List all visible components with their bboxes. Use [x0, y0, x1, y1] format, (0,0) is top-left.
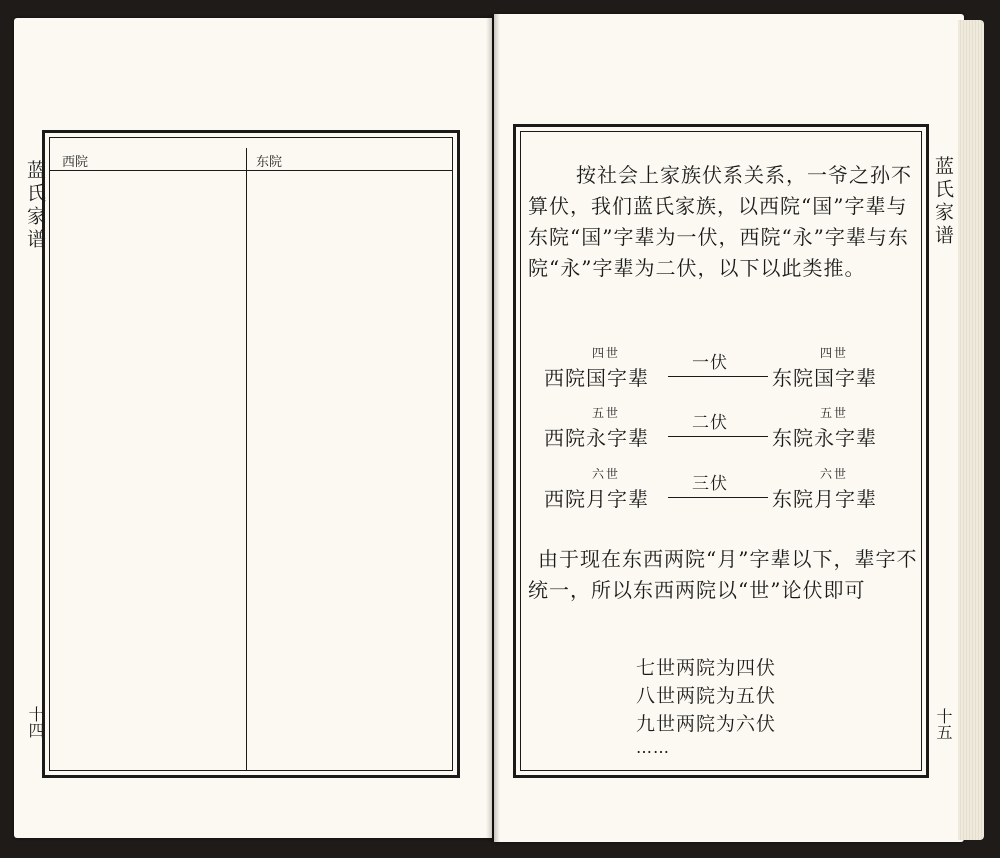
left-table-inner-border — [49, 137, 453, 771]
generation-label-west: 六世 — [592, 467, 621, 481]
column-header-east: 东院 — [256, 155, 283, 170]
left-side-title: 蓝氏家谱 — [24, 160, 46, 252]
fu-row — [544, 465, 904, 515]
left-table-frame — [42, 130, 460, 778]
right-page-number: 十五 — [934, 708, 953, 740]
fu-row — [544, 344, 904, 394]
generation-list-item: 八世两院为五伏 — [636, 685, 777, 707]
generation-list-item: 七世两院为四伏 — [636, 657, 777, 679]
fu-row — [544, 404, 904, 454]
west-generation-text: 西院国字辈 — [544, 366, 649, 390]
connector-line — [668, 497, 768, 498]
page-edges — [958, 20, 984, 840]
generation-label-west: 四世 — [592, 346, 621, 360]
note-paragraph: 由于现在东西两院“月”字辈以下，辈字不统一，所以东西两院以“世”论伏即可 — [528, 547, 918, 602]
east-generation-text: 东院月字辈 — [772, 487, 877, 511]
fu-label: 二伏 — [692, 413, 728, 433]
intro-paragraph: 按社会上家族伏系关系，一爷之孙不算伏，我们蓝氏家族，以西院“国”字辈与东院“国”字辈为一伏，西院“永”字辈与东院“永”字辈为二伏，以下以此类推。 — [528, 163, 912, 280]
generation-list — [636, 654, 776, 758]
column-header-west: 西院 — [62, 155, 89, 170]
book-gutter — [486, 14, 500, 842]
generation-label-east: 六世 — [820, 467, 849, 481]
east-generation-text: 东院国字辈 — [772, 366, 877, 390]
generation-label-east: 五世 — [820, 406, 849, 420]
fu-label: 三伏 — [692, 474, 728, 494]
right-side-title: 蓝氏家谱 — [932, 156, 954, 248]
connector-line — [668, 436, 768, 437]
generation-list-item: 九世两院为六伏 — [636, 713, 777, 735]
column-divider — [246, 148, 247, 770]
generation-label-east: 四世 — [820, 346, 849, 360]
table-header-row — [50, 148, 452, 171]
connector-line — [668, 376, 768, 377]
fu-label: 一伏 — [692, 353, 728, 373]
left-page-number: 十四 — [26, 706, 45, 738]
west-generation-text: 西院永字辈 — [544, 426, 649, 450]
east-generation-text: 东院永字辈 — [772, 426, 877, 450]
generation-label-west: 五世 — [592, 406, 621, 420]
west-generation-text: 西院月字辈 — [544, 487, 649, 511]
ellipsis: …… — [636, 738, 670, 757]
